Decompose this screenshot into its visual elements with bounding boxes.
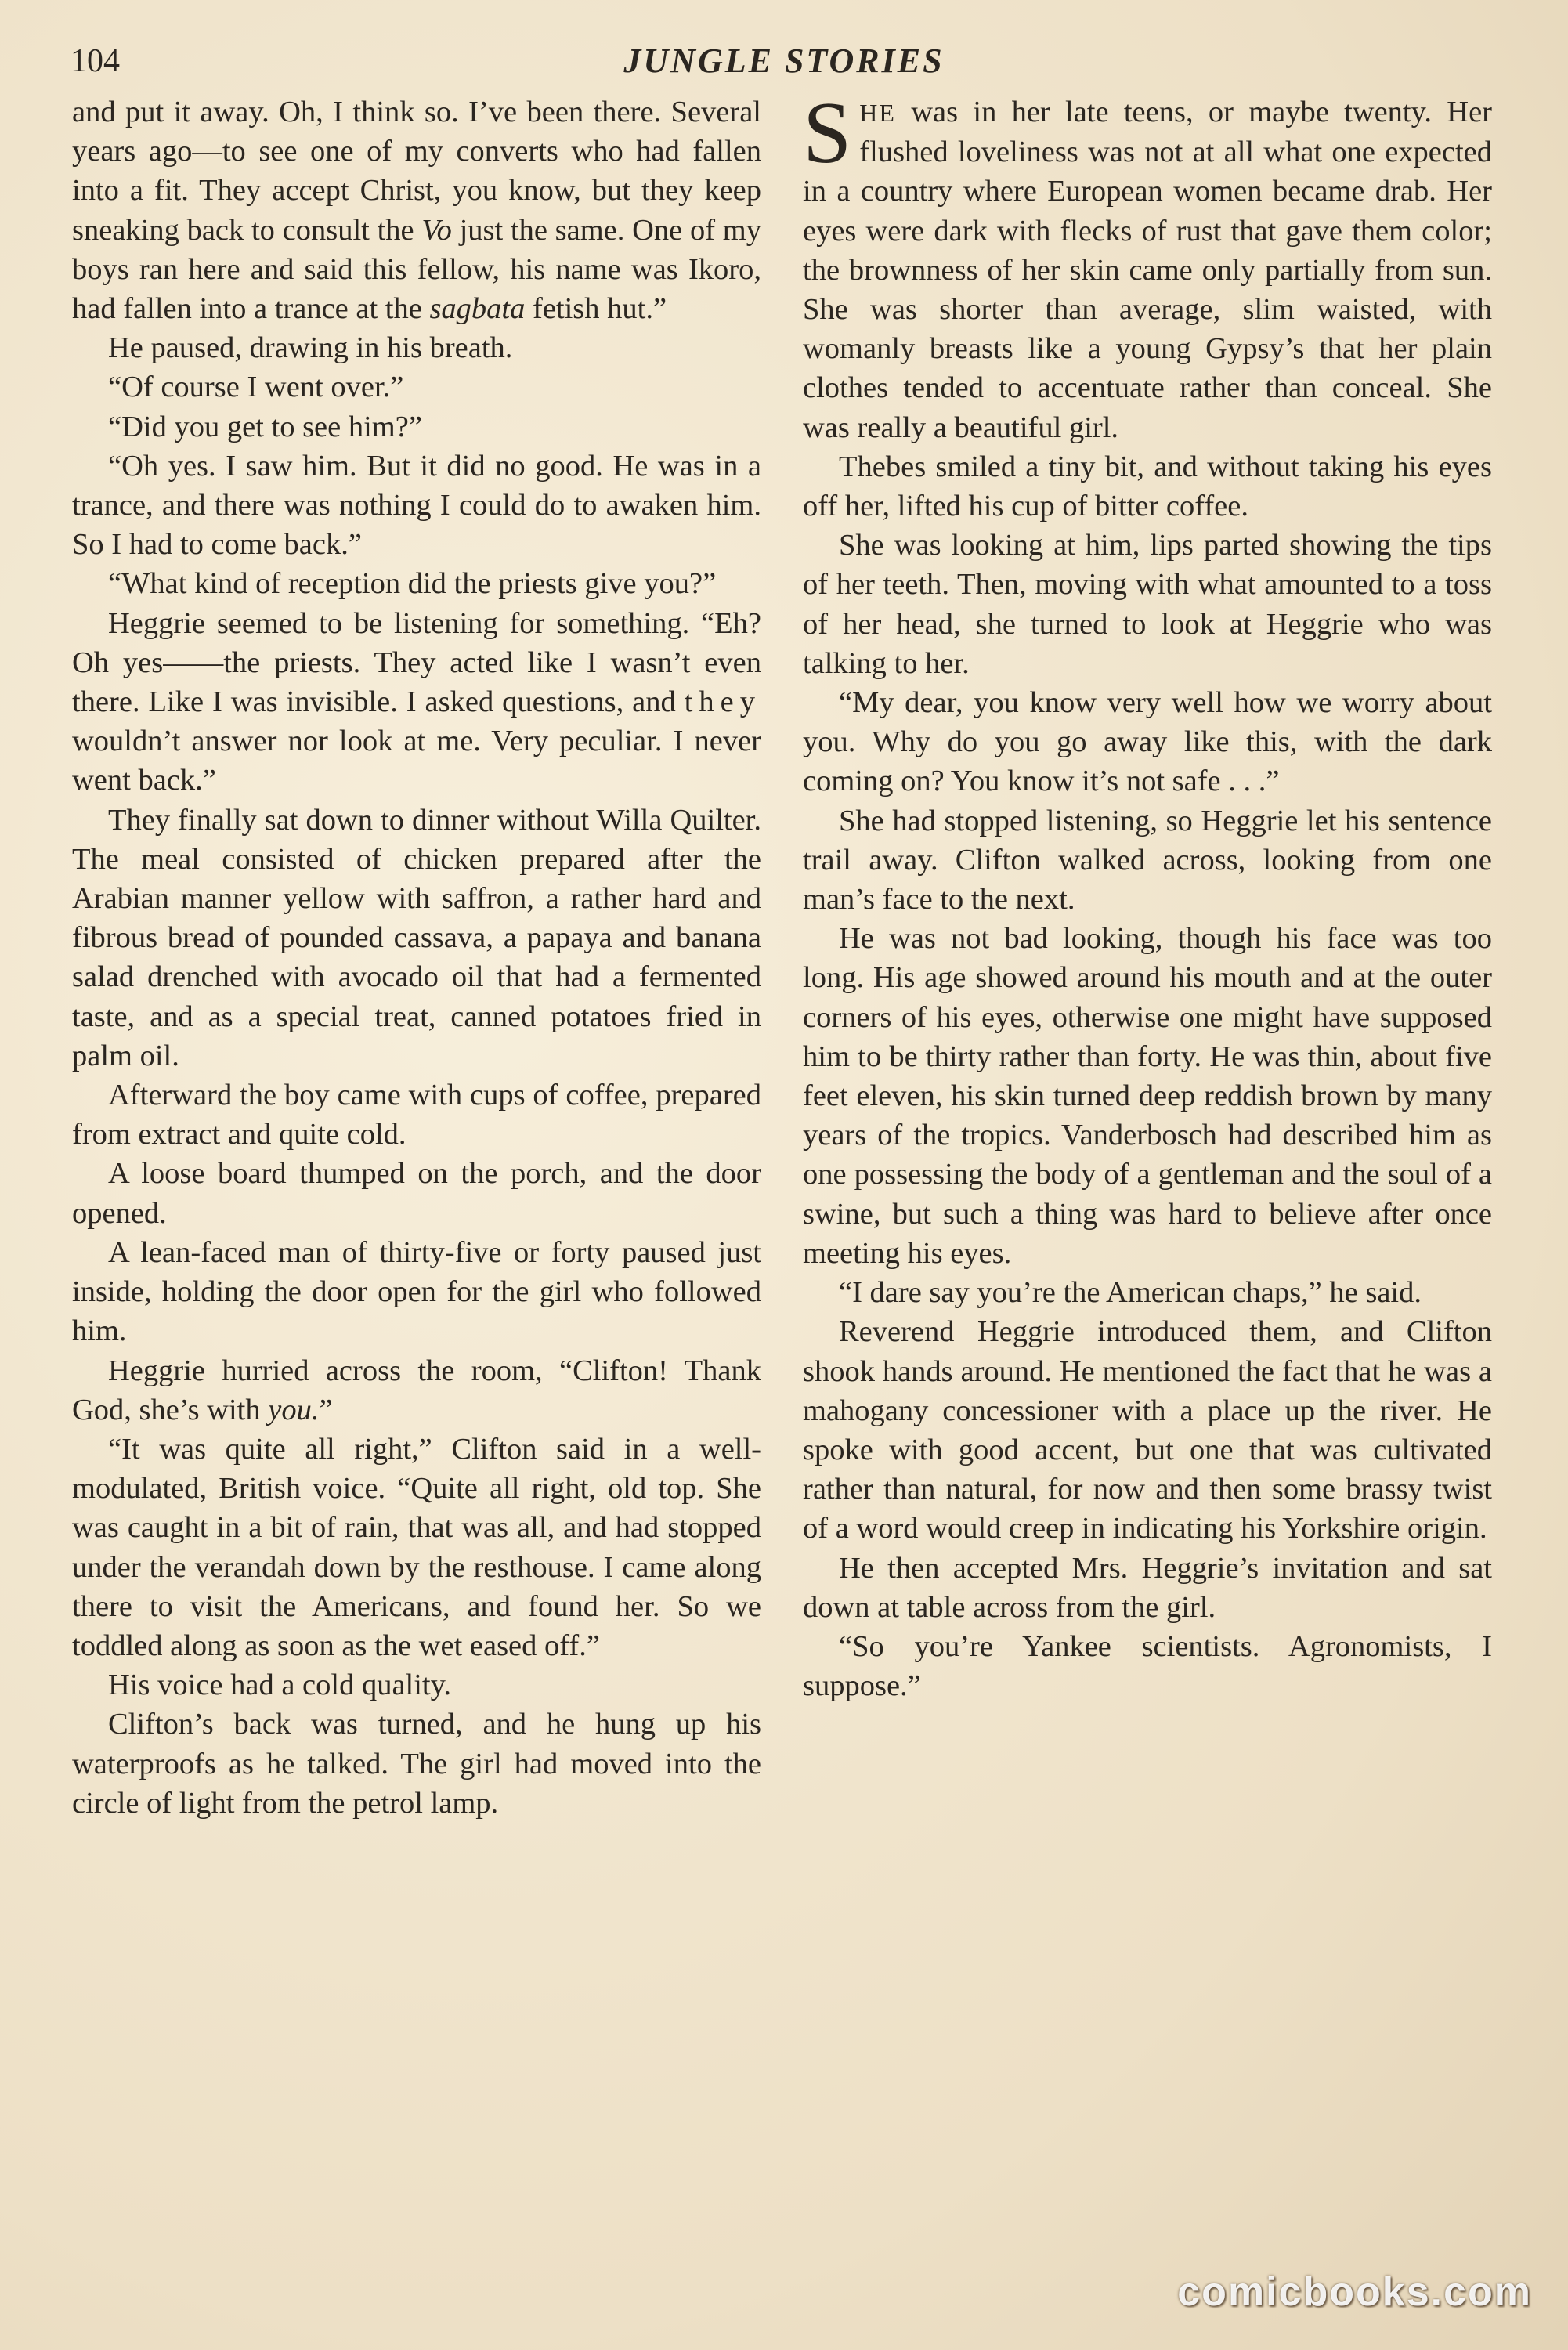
- paragraph-text: A lean-faced man of thirty-five or forty paused just inside, holding the door open for the girl who followed him.: [72, 1235, 761, 1348]
- paragraph-text: they: [684, 685, 761, 719]
- opening-paragraph: [803, 85, 1492, 447]
- body-paragraph: “My dear, you know very well how we worry about you. Why do you go away like this, with the dark coming on? You know it’s not safe . . .”: [803, 686, 1492, 798]
- paragraph-text: Heggrie seemed to be listening for something. “Eh? Oh yes——the priests. They acted like I wasn’t even there. Like I was invisible. I asked questions, and: [72, 606, 761, 719]
- paragraph-text: “Did you get to see him?”: [108, 410, 422, 443]
- body-paragraph: [72, 1665, 761, 1705]
- body-paragraph: [72, 1233, 761, 1351]
- body-paragraph: [72, 328, 761, 367]
- right-column: [803, 85, 1492, 1705]
- body-paragraph: [72, 1705, 761, 1823]
- running-title: JUNGLE STORIES: [623, 42, 945, 80]
- page-header: [70, 38, 1498, 92]
- drop-cap: S: [803, 85, 852, 182]
- body-paragraph: [72, 564, 761, 603]
- body-paragraph: [72, 604, 761, 801]
- body-paragraph: She was looking at him, lips parted showing the tips of her teeth. Then, moving with what amounted to a toss of her head, she turned to look at Heggrie who was talking to her.: [803, 529, 1492, 680]
- body-paragraph: [72, 801, 761, 1076]
- source-watermark: comicbooks.com: [1177, 2269, 1532, 2315]
- paragraph-text: Afterward the boy came with cups of coffee, prepared from extract and quite cold.: [72, 1079, 761, 1152]
- body-paragraph: He then accepted Mrs. Heggrie’s invitation and sat down at table across from the girl.: [803, 1551, 1492, 1624]
- body-paragraph: [72, 92, 761, 328]
- body-paragraph: [72, 407, 761, 446]
- paragraph-text: ”: [319, 1393, 333, 1426]
- paragraph-text: His voice had a cold quality.: [108, 1668, 451, 1702]
- body-paragraph: “So you’re Yankee scientists. Agronomists, I suppose.”: [803, 1629, 1492, 1703]
- paragraph-text: Heggrie hurried across the room, “Clifton! Thank God, she’s with: [72, 1354, 761, 1426]
- body-paragraph: She had stopped listening, so Heggrie let his sentence trail away. Clifton walked across, looking from one man’s face to the next.: [803, 804, 1492, 916]
- italic-text: you.: [268, 1393, 320, 1426]
- page-number: 104: [70, 43, 120, 79]
- paragraph-text: fetish hut.”: [525, 292, 667, 326]
- body-paragraph: [72, 367, 761, 407]
- paragraph-text: just the same. One of my boys ran here and said this fellow, his name was Ikoro, had fallen into a trance at the: [72, 213, 761, 326]
- body-paragraph: [72, 1351, 761, 1430]
- paragraph-text: “Oh yes. I saw him. But it did no good. He was in a trance, and there was nothing I could do to awaken him. So I had to come back.”: [72, 449, 761, 562]
- body-paragraph: [72, 446, 761, 565]
- paragraph-text: Clifton’s back was turned, and he hung up his waterproofs as he talked. The girl had moved into the circle of light from the petrol lamp.: [72, 1708, 761, 1820]
- paragraph-text: and put it away. Oh, I think so. I’ve been there. Several years ago—to see one of my converts who had fallen into a fit. They accept Christ, you know, but they keep sneaking back to consult the: [72, 96, 761, 247]
- body-paragraph: Reverend Heggrie introduced them, and Clifton shook hands around. He mentioned the fact that he was a mahogany concessioner with a place up the river. He spoke with good accent, but one that was cultivated rather than natural, for now and then some brassy twist of a word would creep in indicating his Yorkshire origin.: [803, 1315, 1492, 1546]
- opening-text: was in her late teens, or maybe twenty. Her flushed loveliness was not at all what one expected in a country where European women became drab. Her eyes were dark with flecks of rust that gave them color; the brownness of her skin came only partially from sun. She was shorter than average, slim waisted, with womanly breasts like a young Gypsy’s that her plain clothes tended to accentuate rather than conceal. She was really a beautiful girl.: [803, 96, 1492, 444]
- left-column: [72, 92, 761, 1823]
- paragraph-text: They finally sat down to dinner without Willa Quilter. The meal consisted of chicken prepared after the Arabian manner yellow with saffron, a rather hard and fibrous bread of pounded cassava, a papaya and banana salad drenched with avocado oil that had a fermented taste, and as a special treat, canned potatoes fried in palm oil.: [72, 803, 761, 1072]
- paragraph-text: wouldn’t answer nor look at me. Very peculiar. I never went back.”: [72, 725, 761, 797]
- paragraph-text: “It was quite all right,” Clifton said in a well-modulated, British voice. “Quite all right, old top. She was caught in a bit of rain, that was all, and had stopped under the verandah down by the resthouse. I came along there to visit the Americans, and found her. So we toddled along as soon as the wet eased off.”: [72, 1432, 761, 1662]
- italic-text: sagbata: [429, 292, 526, 326]
- body-paragraph: He was not bad looking, though his face was too long. His age showed around his mouth and at the outer corners of his eyes, otherwise one might have supposed him to be thirty rather than forty. He was thin, about five feet eleven, his skin turned deep reddish brown by many years of the tropics. Vanderbosch had described him as one possessing the body of a gentleman and the soul of a swine, but such a thing was hard to believe after once meeting his eyes.: [803, 922, 1492, 1270]
- body-paragraph: Thebes smiled a tiny bit, and without taking his eyes off her, lifted his cup of bitter coffee.: [803, 450, 1492, 523]
- lead-in-smallcaps: HE: [859, 99, 896, 127]
- paragraph-text: “What kind of reception did the priests give you?”: [108, 567, 717, 601]
- body-paragraph: “I dare say you’re the American chaps,” he said.: [839, 1276, 1422, 1310]
- paragraph-text: A loose board thumped on the porch, and the door opened.: [72, 1157, 761, 1230]
- italic-text: Vo: [421, 213, 452, 247]
- body-paragraph: [72, 1154, 761, 1232]
- paragraph-text: He paused, drawing in his breath.: [108, 331, 513, 365]
- paragraph-text: “Of course I went over.”: [108, 371, 404, 404]
- body-paragraph: [72, 1076, 761, 1154]
- body-paragraph: [72, 1430, 761, 1665]
